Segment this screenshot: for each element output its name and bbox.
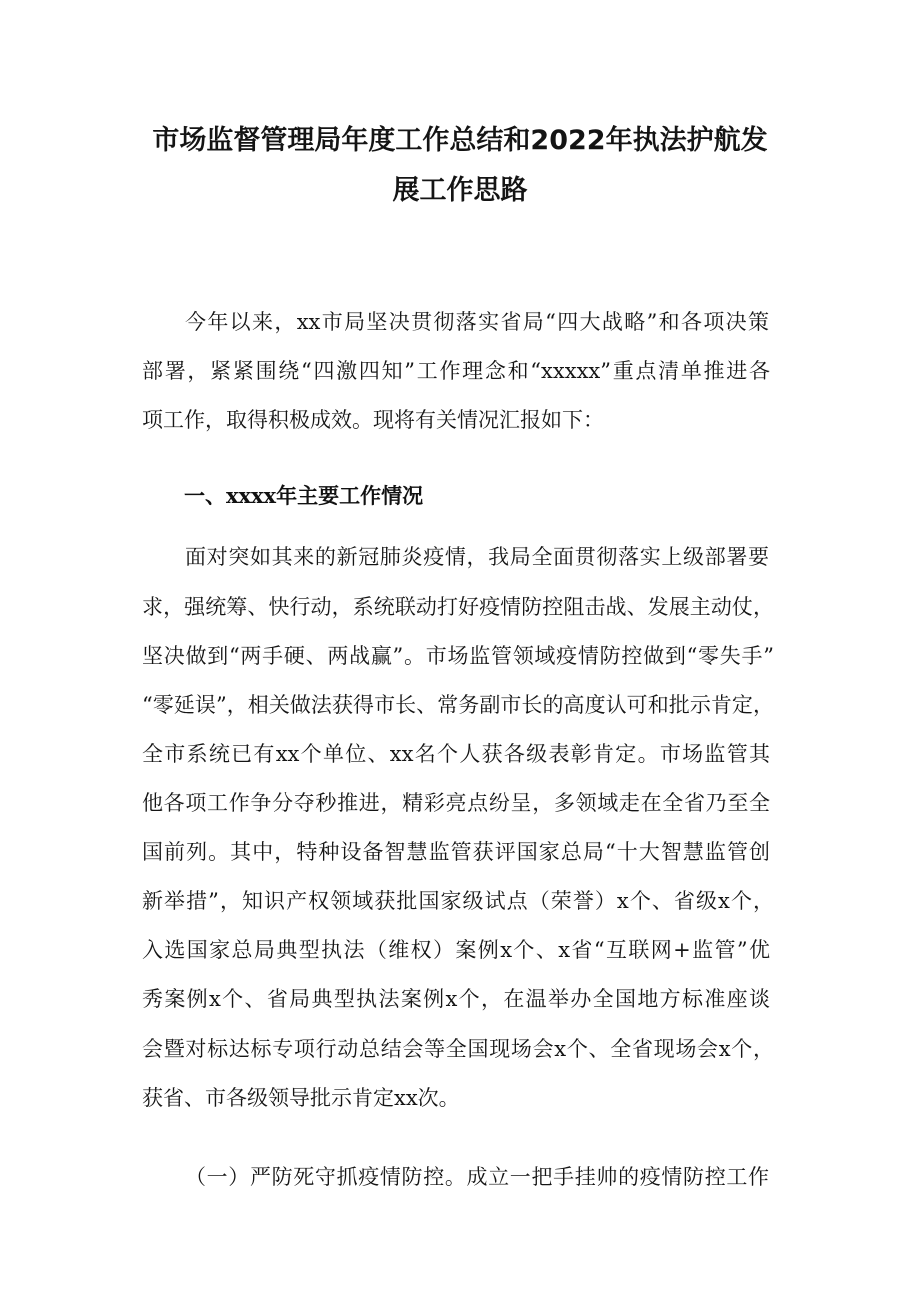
paragraph-line: 面对突如其来的新冠肺炎疫情，我局全面贯彻落实上级部署要 <box>185 545 769 569</box>
paragraph-line: 求，强统筹、快行动，系统联动打好疫情防控阻击战、发展主动仗， <box>142 595 774 619</box>
paragraph-line: 获省、市各级领导批示肯定xx次。 <box>142 1086 460 1110</box>
paragraph-line: 入选国家总局典型执法（维权）案例x个、x省“互联网+监管”优 <box>142 938 770 962</box>
section-heading: 一、xxxx年主要工作情况 <box>184 483 424 508</box>
intro-line: 今年以来，xx市局坚决贯彻落实省局“四大战略”和各项决策 <box>185 310 769 334</box>
paragraph-line: 新举措”，知识产权领域获批国家级试点（荣誉）x个、省级x个， <box>142 889 774 913</box>
subsection-line: （一）严防死守抓疫情防控。成立一把手挂帅的疫情防控工作 <box>185 1165 769 1189</box>
intro-line: 部署，紧紧围绕“四激四知”工作理念和“xxxxx”重点清单推进各 <box>142 359 770 383</box>
paragraph-line: 国前列。其中，特种设备智慧监管获评国家总局“十大智慧监管创 <box>142 840 770 864</box>
paragraph-line: 全市系统已有xx个单位、xx名个人获各级表彰肯定。市场监管其 <box>142 742 770 766</box>
paragraph-line: “零延误”，相关做法获得市长、常务副市长的高度认可和批示肯定， <box>142 693 774 717</box>
paragraph-line: 秀案例x个、省局典型执法案例x个，在温举办全国地方标准座谈 <box>142 987 770 1011</box>
paragraph-line: 会暨对标达标专项行动总结会等全国现场会x个、全省现场会x个， <box>142 1037 774 1061</box>
document-title-line-2: 展工作思路 <box>392 175 528 206</box>
document-title-line-1: 市场监督管理局年度工作总结和2022年执法护航发 <box>152 125 768 156</box>
paragraph-line: 他各项工作争分夺秒推进，精彩亮点纷呈，多领域走在全省乃至全 <box>142 791 770 815</box>
paragraph-line: 坚决做到“两手硬、两战赢”。市场监管领域疫情防控做到“零失手” <box>142 644 774 668</box>
intro-line: 项工作，取得积极成效。现将有关情况汇报如下： <box>142 408 604 432</box>
